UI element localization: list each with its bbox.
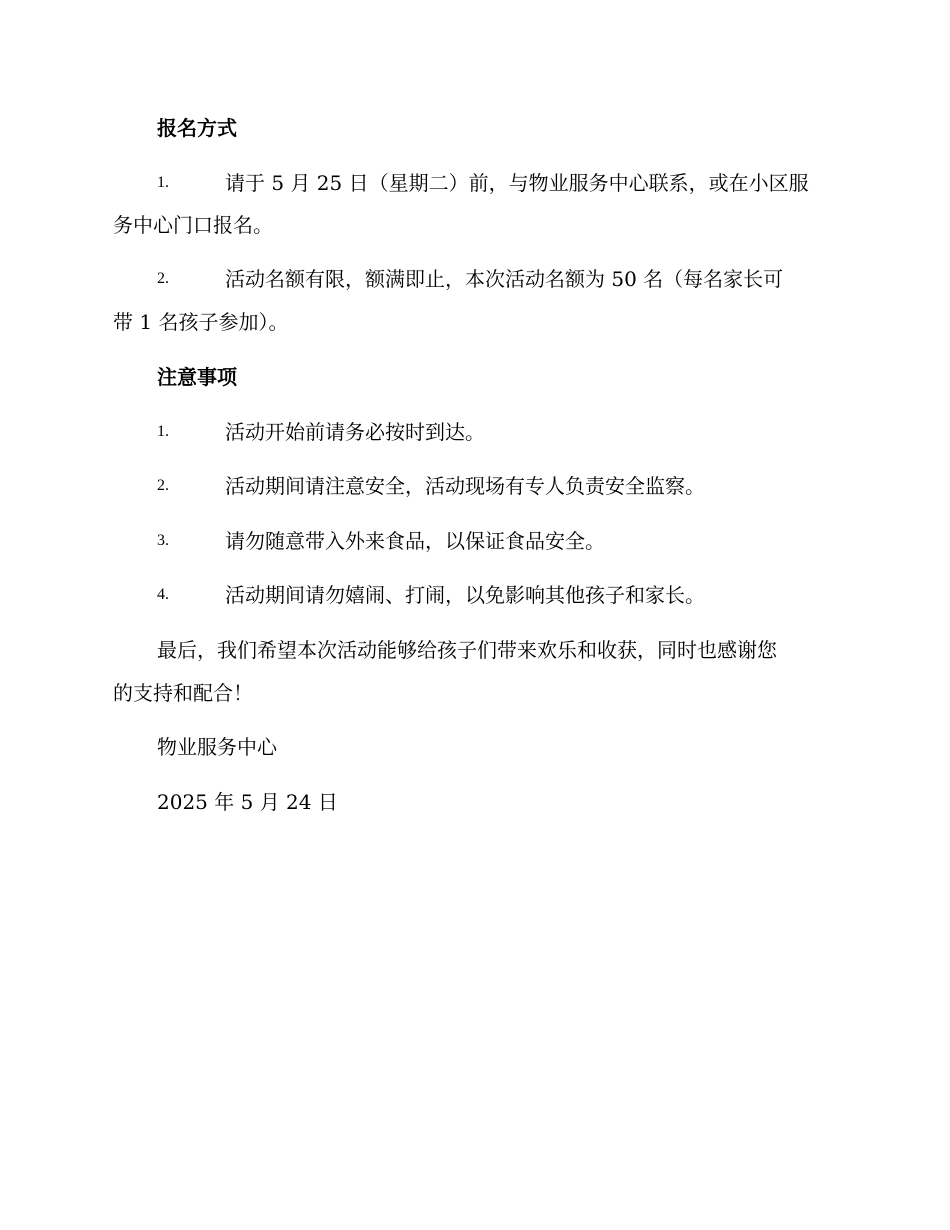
registration-item-1-line1: 请于 5 月 25 日（星期二）前，与物业服务中心联系，或在小区服 <box>225 171 809 195</box>
registration-heading: 报名方式 <box>157 116 237 140</box>
notes-heading: 注意事项 <box>157 365 237 389</box>
notes-item-2-text: 活动期间请注意安全，活动现场有专人负责安全监察。 <box>225 474 705 498</box>
notes-item-1-text: 活动开始前请务必按时到达。 <box>225 420 485 444</box>
notes-item-2-number: 2. <box>157 477 169 494</box>
signature-date: 2025 年 5 月 24 日 <box>157 790 338 814</box>
registration-item-2-line1: 活动名额有限，额满即止，本次活动名额为 50 名（每名家长可 <box>225 267 784 291</box>
notes-item-4-number: 4. <box>157 586 169 603</box>
registration-item-1-line2: 务中心门口报名。 <box>113 213 273 237</box>
notes-item-3-text: 请勿随意带入外来食品，以保证食品安全。 <box>225 529 605 553</box>
registration-item-1-number: 1. <box>157 174 169 191</box>
closing-line-1: 最后，我们希望本次活动能够给孩子们带来欢乐和收获，同时也感谢您 <box>157 638 777 662</box>
closing-line-2: 的支持和配合！ <box>113 681 253 705</box>
registration-item-2-number: 2. <box>157 270 169 287</box>
notes-item-3-number: 3. <box>157 532 169 549</box>
registration-item-2-line2: 带 1 名孩子参加）。 <box>113 310 289 334</box>
signature-organization: 物业服务中心 <box>157 735 277 759</box>
notes-item-1-number: 1. <box>157 423 169 440</box>
notes-item-4-text: 活动期间请勿嬉闹、打闹，以免影响其他孩子和家长。 <box>225 583 705 607</box>
